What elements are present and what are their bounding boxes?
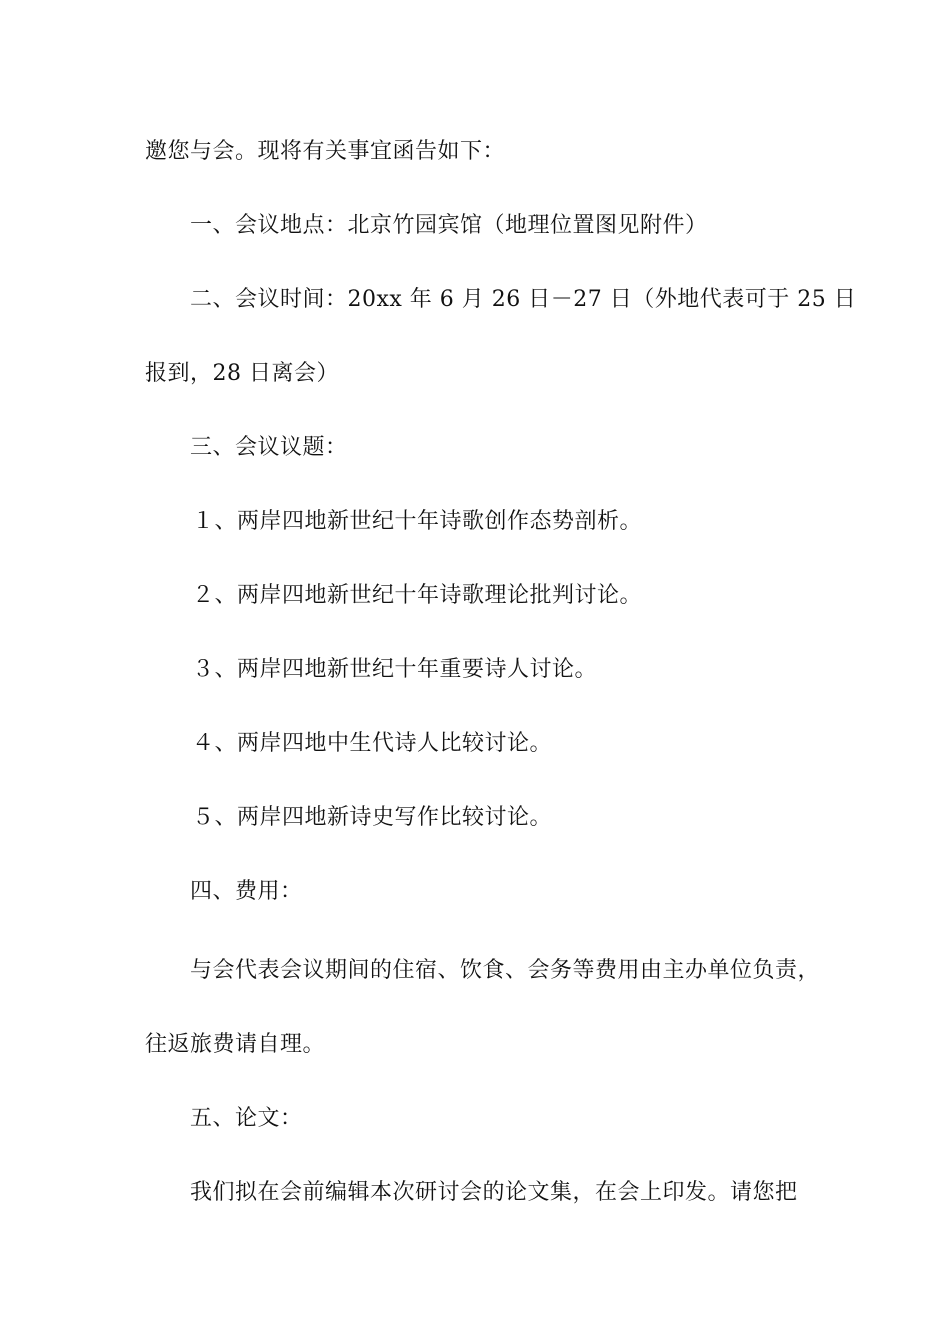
topic-item-5: ５、两岸四地新诗史写作比较讨论。 — [192, 805, 553, 830]
section-location: 一、会议地点：北京竹园宾馆（地理位置图见附件） — [190, 213, 708, 238]
papers-paragraph: 我们拟在会前编辑本次研讨会的论文集，在会上印发。请您把 — [190, 1180, 798, 1205]
topic-item-3: ３、两岸四地新世纪十年重要诗人讨论。 — [192, 657, 598, 682]
section-time-continued: 报到，28 日离会） — [145, 361, 339, 386]
section-time: 二、会议时间：20xx 年 6 月 26 日－27 日（外地代表可于 25 日 — [190, 287, 857, 312]
fees-paragraph-continued: 往返旅费请自理。 — [145, 1032, 326, 1057]
topic-item-2: ２、两岸四地新世纪十年诗歌理论批判讨论。 — [192, 583, 643, 608]
section-topics-heading: 三、会议议题： — [190, 435, 348, 460]
topic-item-4: ４、两岸四地中生代诗人比较讨论。 — [192, 731, 553, 756]
fees-paragraph: 与会代表会议期间的住宿、饮食、会务等费用由主办单位负责， — [190, 958, 821, 983]
intro-line: 邀您与会。现将有关事宜函告如下： — [145, 139, 506, 164]
section-fees-heading: 四、费用： — [190, 879, 303, 904]
topic-item-1: １、两岸四地新世纪十年诗歌创作态势剖析。 — [192, 509, 643, 534]
section-papers-heading: 五、论文： — [190, 1106, 303, 1131]
